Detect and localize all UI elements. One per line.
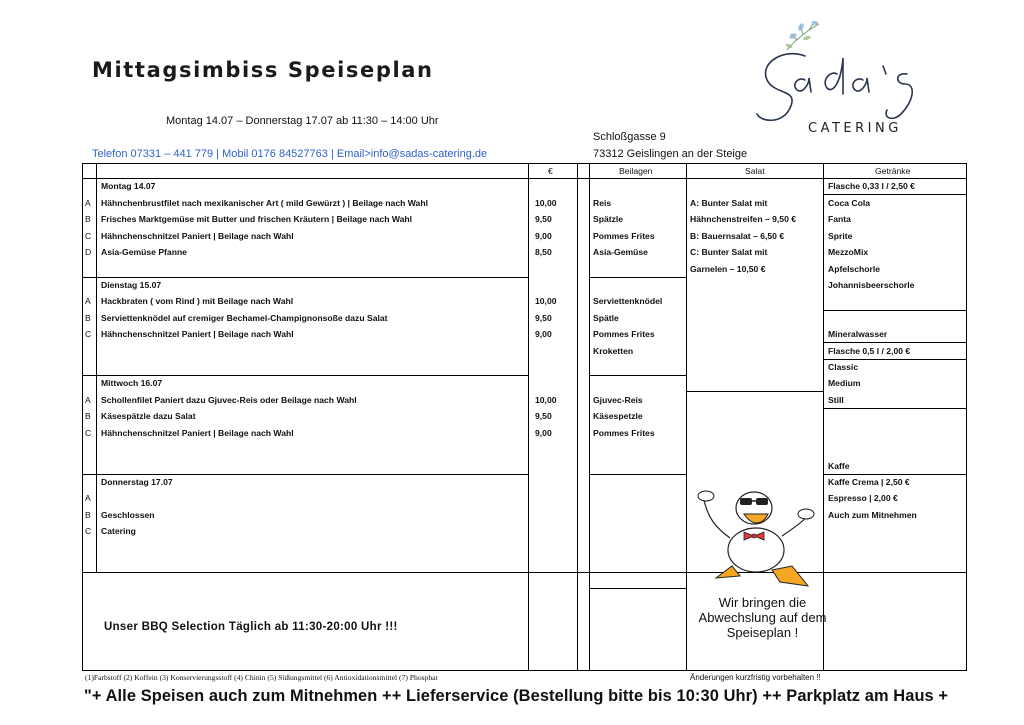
additives-footnote: (1)Farbstoff (2) Koffein (3) Konservierungsstoff (4) Chinin (5) Süßungsmittel (6) Antioxidationsmittel (7) Phosphat [85,673,438,682]
service-banner: "+ Alle Speisen auch zum Mitnehmen ++ Lieferservice (Bestellung bitte bis 10:30 Uhr) ++ Parkplatz am Haus + [84,687,949,705]
day-heading: Mittwoch 16.07 [101,378,163,388]
drink-price-large: Flasche 0,5 l / 2,00 € [828,346,911,356]
item-letter: A [85,198,91,208]
page-title: Mittagsimbiss Speiseplan [92,58,434,82]
item-name: Serviettenknödel auf cremiger Bechamel-Champignonsoße dazu Salat [101,313,388,323]
item-price: 9,00 [535,231,552,241]
item-price: 8,50 [535,247,552,257]
duck-slogan: Wir bringen die Abwechslung auf dem Speiseplan ! [698,595,827,640]
logo-subtitle: CATERING [808,121,902,136]
item-price: 9,50 [535,214,552,224]
catering-note: Catering [101,526,136,536]
drink-heading: Mineralwasser [828,329,888,339]
beilage: Spätle [593,313,619,323]
drink-item: Sprite [828,231,853,241]
address-city: 73312 Geislingen an der Steige [593,148,748,160]
item-letter: C [85,231,92,241]
item-price: 9,00 [535,428,552,438]
drink-item: Medium [828,378,861,388]
col-header-price: € [548,166,553,176]
item-price: 9,50 [535,313,552,323]
drink-item: Kaffe Crema | 2,50 € [828,477,910,487]
beilage: Kroketten [593,346,634,356]
col-header-getraenke: Getränke [875,166,911,176]
item-letter: B [85,313,91,323]
drink-heading: Kaffe [828,461,850,471]
drink-item: Still [828,395,844,405]
item-letter: B [85,214,91,224]
item-name: Hähnchenschnitzel Paniert | Beilage nach Wahl [101,428,294,438]
drink-item: Coca Cola [828,198,871,208]
address-street: Schloßgasse 9 [593,131,666,143]
item-price: 10,00 [535,395,557,405]
opening-hours: Montag 14.07 – Donnerstag 17.07 ab 11:30 – 14:00 Uhr [166,115,439,127]
item-price: 10,00 [535,296,557,306]
beilage: Spätzle [593,214,624,224]
drink-item: Johannisbeerschorle [828,280,915,290]
drink-item: Espresso | 2,00 € [828,493,898,503]
item-letter: A [85,395,91,405]
beilage: Gjuvec-Reis [593,395,643,405]
item-letter: C [85,428,92,438]
item-letter: A [85,296,91,306]
item-price: 9,50 [535,411,552,421]
item-name: Frisches Marktgemüse mit Butter und frischen Kräutern | Beilage nach Wahl [101,214,413,224]
item-name: Käsespätzle dazu Salat [101,411,196,421]
item-name: Hähnchenschnitzel Paniert | Beilage nach Wahl [101,231,294,241]
drink-price-small: Flasche 0,33 l / 2,50 € [828,181,915,191]
salat-line: Garnelen – 10,50 € [690,264,766,274]
drink-item: Fanta [828,214,851,224]
col-header-beilagen: Beilagen [619,166,653,176]
drink-item: Apfelschorle [828,264,881,274]
item-letter: C [85,329,92,339]
item-name: Hähnchenschnitzel Paniert | Beilage nach Wahl [101,329,294,339]
item-name: Asia-Gemüse Pfanne [101,247,187,257]
item-letter: B [85,510,91,520]
bbq-note: Unser BBQ Selection Täglich ab 11:30-20:00 Uhr !!! [104,621,398,633]
salat-line: B: Bauernsalat – 6,50 € [690,231,785,241]
beilage: Serviettenknödel [593,296,663,306]
item-price: 9,00 [535,329,552,339]
item-price: 10,00 [535,198,557,208]
salat-line: Hähnchenstreifen – 9,50 € [690,214,797,224]
beilage: Käsespetzle [593,411,643,421]
duck-mascot-icon [696,478,816,593]
item-letter: C [85,526,92,536]
closed-note: Geschlossen [101,510,155,520]
drink-item: MezzoMix [828,247,869,257]
beilage: Pommes Frites [593,329,655,339]
item-name: Hackbraten ( vom Rind ) mit Beilage nach Wahl [101,296,294,306]
item-letter: A [85,493,91,503]
beilage: Reis [593,198,612,208]
beilage: Asia-Gemüse [593,247,648,257]
col-header-salat: Salat [745,166,765,176]
day-heading: Dienstag 15.07 [101,280,162,290]
day-heading: Donnerstag 17.07 [101,477,173,487]
changes-note: Änderungen kurzfristig vorbehalten !! [690,673,821,682]
day-heading: Montag 14.07 [101,181,156,191]
drink-item: Classic [828,362,859,372]
item-name: Hähnchenbrustfilet nach mexikanischer Art ( mild Gewürzt ) | Beilage nach Wahl [101,198,428,208]
beilage: Pommes Frites [593,428,655,438]
item-name: Schollenfilet Paniert dazu Gjuvec-Reis oder Beilage nach Wahl [101,395,357,405]
contact-line[interactable]: Telefon 07331 – 441 779 | Mobil 0176 84527763 | Email>info@sadas-catering.de [92,148,488,160]
item-letter: B [85,411,91,421]
salat-line: C: Bunter Salat mit [690,247,768,257]
item-letter: D [85,247,92,257]
beilage: Pommes Frites [593,231,655,241]
salat-line: A: Bunter Salat mit [690,198,768,208]
drink-item: Auch zum Mitnehmen [828,510,917,520]
